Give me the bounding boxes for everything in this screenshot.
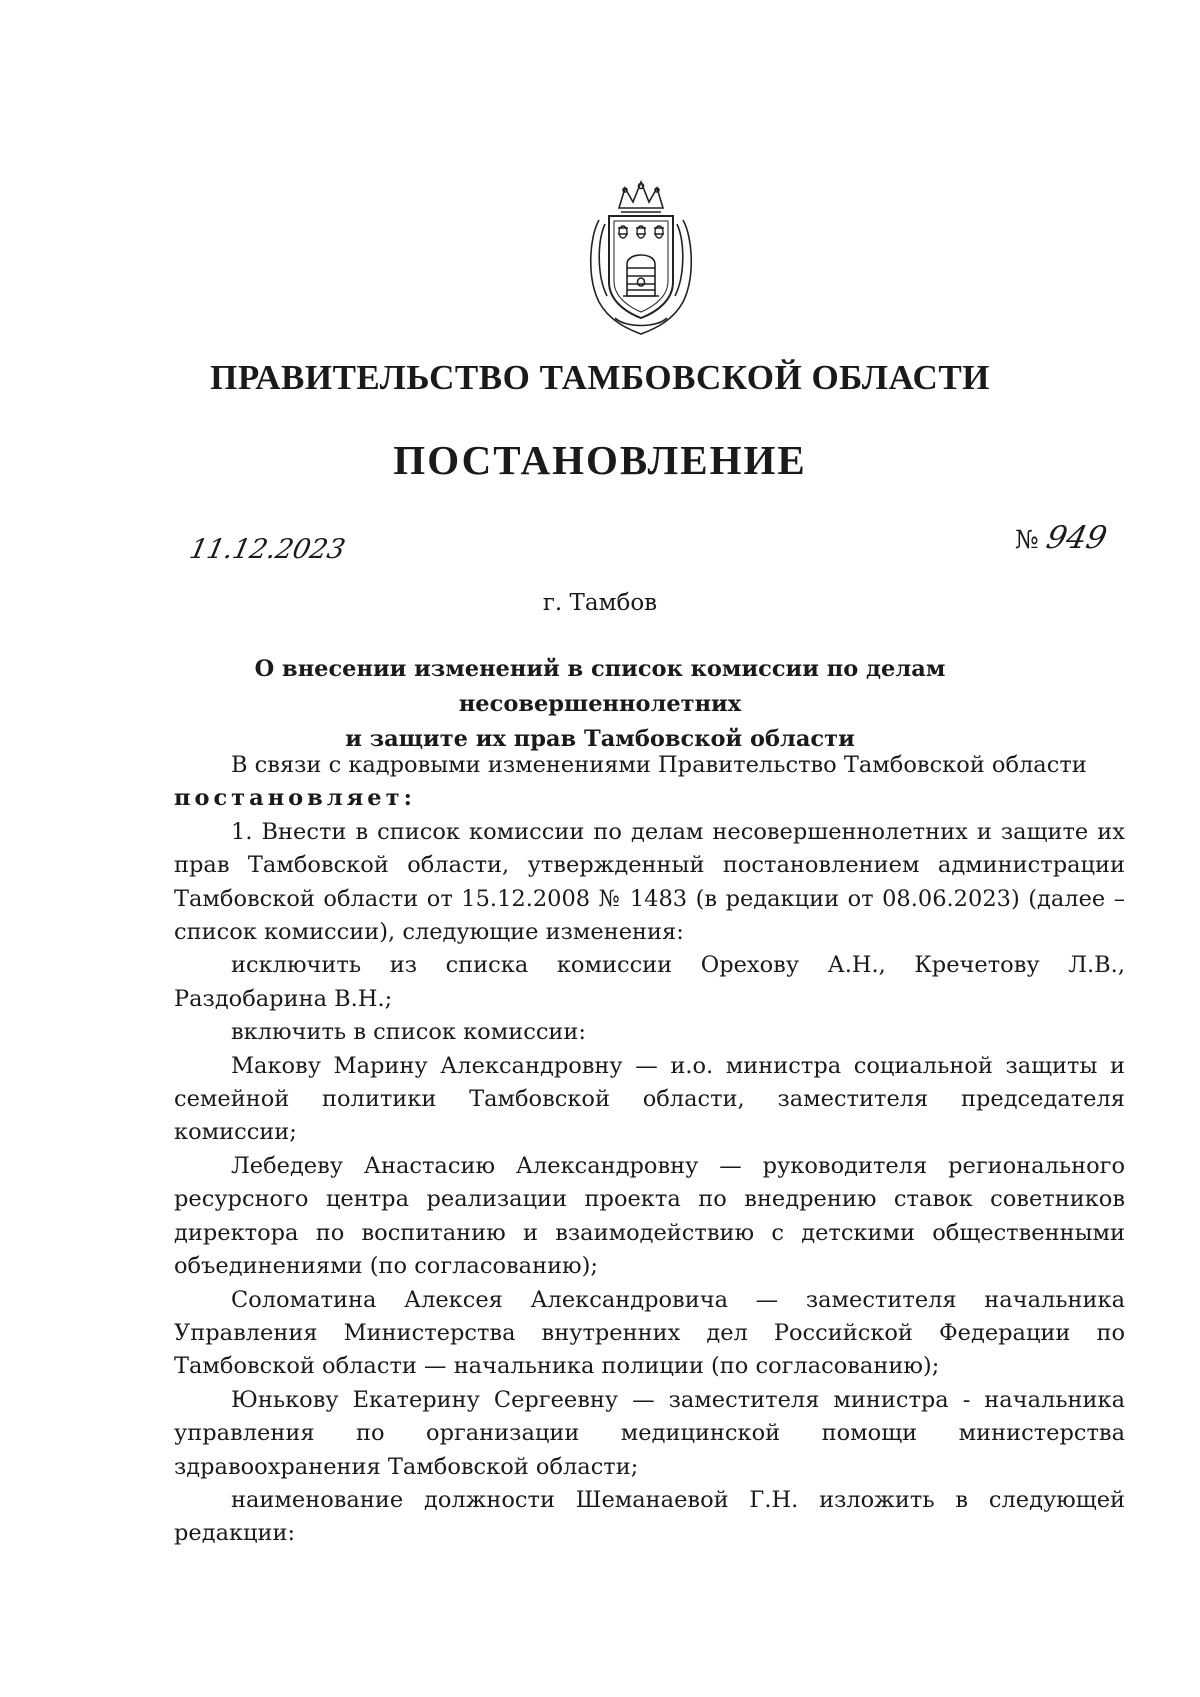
document-body [174, 749, 1125, 1551]
intro-text: В связи с кадровыми изменениями Правительство Тамбовской области [231, 752, 1087, 778]
government-title: ПРАВИТЕЛЬСТВО ТАМБОВСКОЙ ОБЛАСТИ [210, 358, 990, 397]
subject-line-2: и защите их прав Тамбовской области [345, 726, 855, 752]
decree-colon: : [403, 785, 412, 812]
city: г. Тамбов [542, 590, 658, 616]
decree-word: постановляет [174, 785, 404, 812]
decree-paragraph [174, 782, 1125, 815]
intro-paragraph [174, 749, 1125, 782]
rename-paragraph: наименование должности Шеманаевой Г.Н. изложить в следующей редакции: [174, 1486, 1125, 1547]
include-paragraph: включить в список комиссии: [231, 1019, 586, 1046]
member-solomatin: Соломатина Алексея Александровича — заместителя начальника Управления Министерства внутренних дел Российской Федерации по Тамбовской области — начальника полиции (по согласованию); [174, 1286, 1125, 1380]
document-date: 11.12.2023 [186, 534, 348, 565]
document-type: ПОСТАНОВЛЕНИЕ [393, 437, 807, 483]
exclude-paragraph: исключить из списка комиссии Орехову А.Н., Кречетову Л.В., Раздобарина В.Н.; [174, 952, 1125, 1012]
document-subject [150, 652, 1050, 757]
member-makova: Макову Марину Александровну — и.о. министра социальной защиты и семейной политики Тамбовской области, заместителя председателя комиссии; [174, 1052, 1125, 1146]
subject-line-1: О внесении изменений в список комиссии по делам несовершеннолетних [254, 656, 946, 717]
coat-of-arms-emblem [585, 178, 697, 338]
item-1: 1. Внести в список комиссии по делам несовершеннолетних и защите их прав Тамбовской области, утвержденный постановлением администрации Тамбовской области от 15.12.2008 № 1483 (в редакции от 08.06.2023) (далее – список комиссии), следующие изменения: [174, 818, 1125, 946]
number-value: 949 [1042, 520, 1110, 556]
document-number [1015, 520, 1110, 556]
member-yunkova: Юнькову Екатерину Сергеевну — заместителя министра - начальника управления по организации медицинской помощи министерства здравоохранения Тамбовской области; [174, 1386, 1125, 1480]
member-lebedeva: Лебедеву Анастасию Александровну — руководителя регионального ресурсного центра реализации проекта по внедрению ставок советников директора по воспитанию и взаимодействию с детскими общественными объединениями (по согласованию); [174, 1152, 1125, 1280]
number-sign: № [1015, 525, 1039, 554]
